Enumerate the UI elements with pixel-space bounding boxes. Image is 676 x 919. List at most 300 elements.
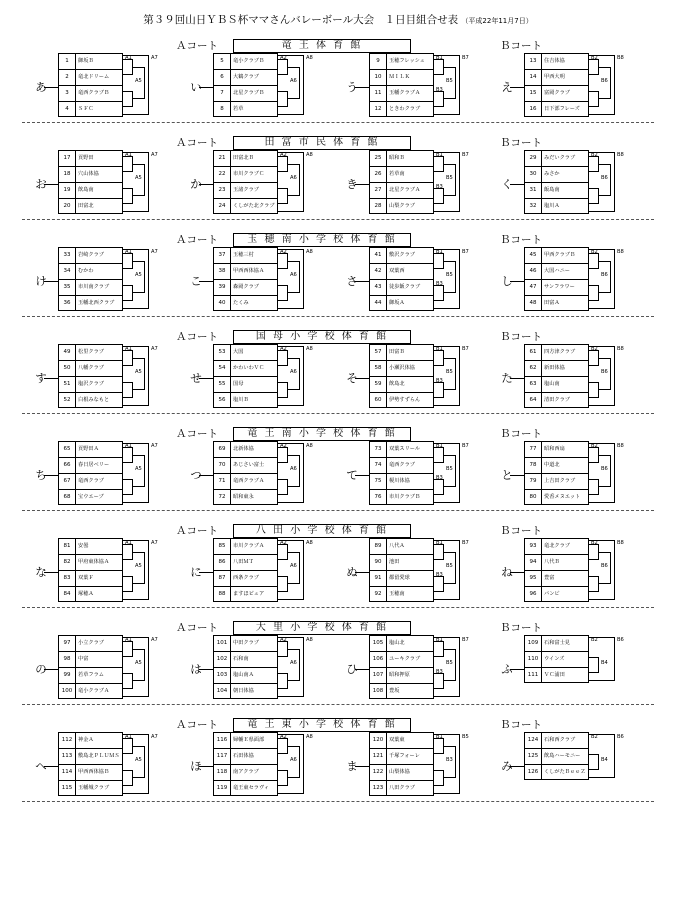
match-code: B1	[436, 249, 443, 255]
team-name: ＶＣ浦田	[544, 672, 565, 678]
team-row	[59, 361, 122, 377]
bracket-line	[123, 734, 149, 794]
match-code: B1	[436, 540, 443, 546]
team-table	[213, 732, 278, 796]
team-row	[214, 458, 277, 474]
group-kana: け	[35, 274, 47, 288]
team-name: 若草	[233, 106, 244, 112]
team-number: 3	[59, 86, 76, 101]
team-row	[214, 684, 277, 700]
team-row	[59, 296, 122, 312]
team-name: あじさい富士	[233, 462, 265, 468]
bracket-group	[501, 732, 666, 796]
bracket-line	[278, 443, 304, 503]
group-connector-line	[510, 378, 524, 379]
team-number: 54	[214, 361, 231, 376]
team-row	[59, 490, 122, 506]
match-code: B8	[617, 55, 624, 61]
team-table	[524, 732, 589, 780]
team-number: 34	[59, 264, 76, 279]
team-table	[524, 635, 589, 683]
match-code: B3	[436, 281, 443, 287]
match-code: A7	[151, 249, 158, 255]
team-name: 塩山南	[544, 381, 560, 387]
team-name: ときわクラブ	[389, 106, 421, 112]
team-number: 78	[525, 458, 542, 473]
bracket-group	[35, 344, 200, 408]
team-name: 新田体協	[544, 365, 565, 371]
bracket-group	[35, 53, 200, 117]
team-name: 竜北クラブ	[544, 543, 570, 549]
bracket-line	[589, 734, 615, 778]
bracket-group	[190, 150, 355, 214]
bracket-group	[346, 635, 511, 699]
team-name: 昭和Ｂ	[389, 155, 405, 161]
team-name: 中道北	[544, 462, 560, 468]
bracket-line	[123, 152, 149, 212]
team-number: 5	[214, 54, 231, 69]
team-row	[370, 393, 433, 409]
team-name: 双葉西	[389, 268, 405, 274]
team-row	[59, 70, 122, 86]
bracket-group	[501, 344, 666, 408]
team-name: むかわ	[78, 268, 94, 274]
group-kana: さ	[346, 274, 358, 288]
team-number: 110	[525, 652, 542, 667]
team-table	[213, 247, 278, 311]
match-code: B8	[617, 152, 624, 158]
match-code: B8	[617, 540, 624, 546]
team-row	[59, 199, 122, 215]
team-number: 109	[525, 636, 542, 651]
team-number: 92	[370, 587, 387, 602]
team-name: 徒歩飯クラブ	[389, 284, 421, 290]
team-row	[214, 442, 277, 458]
team-name: 甲西西体協Ｂ	[78, 769, 110, 775]
team-number: 75	[370, 474, 387, 489]
team-number: 90	[370, 555, 387, 570]
team-name: 竜西クラブ	[78, 478, 104, 484]
group-connector-line	[199, 378, 213, 379]
bracket-group	[346, 538, 511, 602]
team-name: 市川クラブＡ	[233, 543, 265, 549]
group-connector-line	[510, 766, 524, 767]
bracket-group	[35, 538, 200, 602]
team-number: 119	[214, 781, 231, 796]
match-code: A8	[306, 734, 313, 740]
team-name: サンフラワー	[544, 284, 575, 290]
team-row	[370, 54, 433, 70]
group-kana: は	[190, 662, 202, 676]
group-connector-line	[355, 766, 369, 767]
team-row	[525, 765, 588, 781]
group-connector-line	[355, 572, 369, 573]
team-number: 2	[59, 70, 76, 85]
team-number: 38	[214, 264, 231, 279]
team-row	[525, 280, 588, 296]
team-name: 安曇	[78, 543, 89, 549]
court-b-label: Ｂコート	[500, 40, 542, 52]
team-name: 玉穂フレッシュ	[389, 58, 425, 64]
match-code: B4	[601, 757, 608, 763]
team-number: 72	[214, 490, 231, 505]
team-row	[59, 151, 122, 167]
team-number: 122	[370, 765, 387, 780]
bracket-group	[190, 441, 355, 505]
team-name: 貢野田	[78, 155, 94, 161]
team-row	[525, 264, 588, 280]
team-number: 105	[370, 636, 387, 651]
team-number: 24	[214, 199, 231, 214]
bracket-group	[190, 635, 355, 699]
team-table	[58, 732, 123, 796]
group-connector-line	[355, 475, 369, 476]
group-connector-line	[199, 669, 213, 670]
team-number: 14	[525, 70, 542, 85]
team-number: 40	[214, 296, 231, 311]
team-number: 50	[59, 361, 76, 376]
match-code: A1	[125, 443, 132, 449]
team-row	[59, 54, 122, 70]
match-code: A2	[280, 249, 287, 255]
team-table	[524, 53, 589, 117]
team-name: 塩山北	[389, 640, 405, 646]
team-row	[59, 587, 122, 603]
team-name: 山梨体協	[389, 769, 410, 775]
team-number: 115	[59, 781, 76, 796]
match-code: A7	[151, 346, 158, 352]
match-code: B6	[601, 272, 608, 278]
team-row	[59, 571, 122, 587]
team-number: 17	[59, 151, 76, 166]
team-number: 103	[214, 668, 231, 683]
team-row	[59, 539, 122, 555]
bracket-line	[278, 346, 304, 406]
team-number: 41	[370, 248, 387, 263]
team-number: 7	[214, 86, 231, 101]
team-number: 9	[370, 54, 387, 69]
bracket-line	[278, 637, 304, 697]
group-kana: ち	[35, 468, 47, 482]
match-code: B7	[462, 249, 469, 255]
team-number: 126	[525, 765, 542, 780]
team-number: 29	[525, 151, 542, 166]
match-code: A7	[151, 55, 158, 61]
team-name: バンビ	[544, 591, 560, 597]
team-name: 竜小クラブＢ	[233, 58, 265, 64]
venue-name: 竜 王 南 小 学 校 体 育 館	[233, 427, 411, 441]
team-row	[59, 474, 122, 490]
group-connector-line	[199, 572, 213, 573]
team-name: 塩川Ａ	[544, 203, 560, 209]
team-name: 清田クラブ	[544, 397, 570, 403]
team-name: 榎川体協	[389, 478, 410, 484]
team-number: 58	[370, 361, 387, 376]
group-connector-line	[355, 281, 369, 282]
team-number: 23	[214, 183, 231, 198]
team-row	[214, 652, 277, 668]
match-code: A2	[280, 152, 287, 158]
team-name: 敷島北ＰＬＵＭＳ	[78, 753, 120, 759]
match-code: B1	[436, 152, 443, 158]
match-code: A6	[290, 272, 297, 278]
team-number: 13	[525, 54, 542, 69]
match-code: B5	[462, 734, 469, 740]
bracket-line	[434, 346, 460, 406]
team-name: 国母	[233, 381, 244, 387]
team-name: 田富北Ｂ	[233, 155, 254, 161]
team-number: 94	[525, 555, 542, 570]
match-code: A1	[125, 152, 132, 158]
team-number: 76	[370, 490, 387, 505]
team-number: 112	[59, 733, 76, 748]
team-name: 若草南	[389, 171, 405, 177]
bracket-group	[501, 538, 666, 602]
bracket-line	[589, 540, 615, 600]
group-kana: み	[501, 759, 513, 773]
bracket-line	[123, 443, 149, 503]
team-row	[525, 668, 588, 684]
team-name: 市川クラブＢ	[389, 494, 421, 500]
match-code: A2	[280, 637, 287, 643]
match-code: B7	[462, 540, 469, 546]
bracket-group	[190, 53, 355, 117]
team-row	[525, 54, 588, 70]
team-row	[525, 474, 588, 490]
match-code: B5	[446, 272, 453, 278]
team-row	[59, 393, 122, 409]
venue-separator	[22, 316, 654, 317]
team-name: 白根みなもと	[78, 397, 110, 403]
team-number: 22	[214, 167, 231, 182]
team-name: 御坂Ａ	[389, 300, 405, 306]
team-row	[525, 377, 588, 393]
court-a-label: Ａコート	[176, 137, 218, 149]
team-row	[370, 296, 433, 312]
team-number: 68	[59, 490, 76, 505]
team-row	[525, 442, 588, 458]
match-code: B5	[446, 175, 453, 181]
team-number: 47	[525, 280, 542, 295]
team-name: 北星クラブＢ	[233, 90, 265, 96]
bracket-group	[35, 441, 200, 505]
team-row	[59, 377, 122, 393]
match-code: B7	[462, 152, 469, 158]
team-number: 70	[214, 458, 231, 473]
team-number: 91	[370, 571, 387, 586]
team-table	[524, 441, 589, 505]
match-code: B2	[591, 734, 598, 740]
venue-separator	[22, 413, 654, 414]
team-row	[59, 102, 122, 118]
match-code: A8	[306, 637, 313, 643]
venue-name: 竜 王 体 育 館	[233, 39, 411, 53]
group-connector-line	[44, 281, 58, 282]
team-row	[214, 361, 277, 377]
team-number: 33	[59, 248, 76, 263]
team-table	[369, 53, 434, 117]
group-kana: か	[190, 177, 202, 191]
group-connector-line	[44, 572, 58, 573]
team-name: 昭和押原	[389, 672, 410, 678]
team-name: 朝日体協	[233, 688, 254, 694]
team-table	[213, 150, 278, 214]
bracket-group	[346, 150, 511, 214]
team-name: 玉幡北西クラブ	[78, 300, 115, 306]
bracket-line	[434, 443, 460, 503]
team-row	[214, 781, 277, 797]
court-b-label: Ｂコート	[500, 428, 542, 440]
bracket-line	[278, 734, 304, 794]
team-number: 117	[214, 749, 231, 764]
match-code: B2	[591, 443, 598, 449]
team-name: ユーキクラブ	[389, 656, 421, 662]
match-code: A6	[290, 466, 297, 472]
team-row	[370, 458, 433, 474]
team-name: 昭和東永	[233, 494, 254, 500]
match-code: A1	[125, 540, 132, 546]
court-a-label: Ａコート	[176, 719, 218, 731]
team-name: 八田ＭＴ	[233, 559, 254, 565]
group-kana: う	[346, 80, 358, 94]
team-name: 中田クラブ	[233, 640, 259, 646]
team-table	[369, 344, 434, 408]
group-kana: な	[35, 565, 47, 579]
bracket-group	[501, 247, 666, 311]
team-row	[525, 539, 588, 555]
team-number: 57	[370, 345, 387, 360]
match-code: A8	[306, 55, 313, 61]
bracket-group	[35, 247, 200, 311]
bracket-group	[190, 538, 355, 602]
team-number: 108	[370, 684, 387, 699]
team-row	[525, 555, 588, 571]
team-number: 80	[525, 490, 542, 505]
team-row	[214, 539, 277, 555]
team-number: 56	[214, 393, 231, 408]
team-name: 八幡クラブ	[78, 365, 104, 371]
team-name: 石田体協	[233, 753, 254, 759]
court-b-label: Ｂコート	[500, 331, 542, 343]
match-code: A5	[135, 369, 142, 375]
team-row	[214, 248, 277, 264]
team-row	[59, 280, 122, 296]
match-code: B2	[591, 55, 598, 61]
team-name: 玉穂三村	[233, 252, 254, 258]
team-row	[370, 280, 433, 296]
team-number: 20	[59, 199, 76, 214]
team-row	[59, 458, 122, 474]
team-row	[370, 199, 433, 215]
bracket-line	[123, 249, 149, 309]
team-number: 111	[525, 668, 542, 683]
bracket-line	[589, 637, 615, 681]
team-row	[370, 539, 433, 555]
team-number: 81	[59, 539, 76, 554]
team-number: 1	[59, 54, 76, 69]
team-name: 大鶴クラブ	[233, 74, 259, 80]
match-code: B4	[601, 660, 608, 666]
bracket-group	[346, 441, 511, 505]
group-connector-line	[510, 475, 524, 476]
team-row	[214, 70, 277, 86]
team-number: 65	[59, 442, 76, 457]
team-number: 39	[214, 280, 231, 295]
group-kana: ね	[501, 565, 513, 579]
group-kana: こ	[190, 274, 202, 288]
team-name: 甲西大明	[544, 74, 565, 80]
match-code: B1	[436, 734, 443, 740]
team-row	[370, 361, 433, 377]
team-name: 池田	[389, 559, 400, 565]
team-row	[214, 765, 277, 781]
bracket-line	[278, 55, 304, 115]
team-row	[370, 636, 433, 652]
group-kana: き	[346, 177, 358, 191]
team-number: 84	[59, 587, 76, 602]
team-name: 四方津クラブ	[544, 349, 576, 355]
group-connector-line	[44, 378, 58, 379]
match-code: B6	[601, 175, 608, 181]
team-number: 51	[59, 377, 76, 392]
team-name: 富岡クラブ	[544, 90, 570, 96]
group-kana: と	[501, 468, 513, 482]
team-number: 95	[525, 571, 542, 586]
team-name: くしがた北クラブ	[233, 203, 275, 209]
team-name: ウインズ	[544, 656, 565, 662]
team-table	[58, 635, 123, 699]
match-code: B3	[436, 184, 443, 190]
group-kana: そ	[346, 371, 358, 385]
team-name: 山梨クラブ	[389, 203, 415, 209]
team-row	[214, 151, 277, 167]
venue-name: 竜 王 東 小 学 校 体 育 館	[233, 718, 411, 732]
team-number: 53	[214, 345, 231, 360]
bracket-line	[434, 55, 460, 115]
team-row	[370, 151, 433, 167]
team-row	[370, 442, 433, 458]
team-name: 竜王東セラヴィ	[233, 785, 270, 791]
group-kana: し	[501, 274, 513, 288]
team-number: 31	[525, 183, 542, 198]
bracket-line	[589, 249, 615, 309]
group-kana: ま	[346, 759, 358, 773]
team-row	[370, 668, 433, 684]
team-number: 118	[214, 765, 231, 780]
team-row	[59, 86, 122, 102]
team-table	[369, 150, 434, 214]
team-number: 18	[59, 167, 76, 182]
team-row	[370, 587, 433, 603]
bracket-line	[589, 55, 615, 115]
team-number: 125	[525, 749, 542, 764]
team-number: 61	[525, 345, 542, 360]
team-row	[525, 199, 588, 215]
team-name: 伊勢すずらん	[389, 397, 421, 403]
team-row	[370, 248, 433, 264]
team-name: 上吉田クラブ	[544, 478, 576, 484]
team-number: 69	[214, 442, 231, 457]
team-name: 南アクラブ	[233, 769, 259, 775]
match-code: A5	[135, 757, 142, 763]
court-a-label: Ａコート	[176, 331, 218, 343]
team-number: 25	[370, 151, 387, 166]
team-name: 御坂Ｂ	[78, 58, 94, 64]
match-code: A8	[306, 346, 313, 352]
team-row	[370, 652, 433, 668]
bracket-line	[123, 540, 149, 600]
team-name: みさか	[544, 171, 560, 177]
